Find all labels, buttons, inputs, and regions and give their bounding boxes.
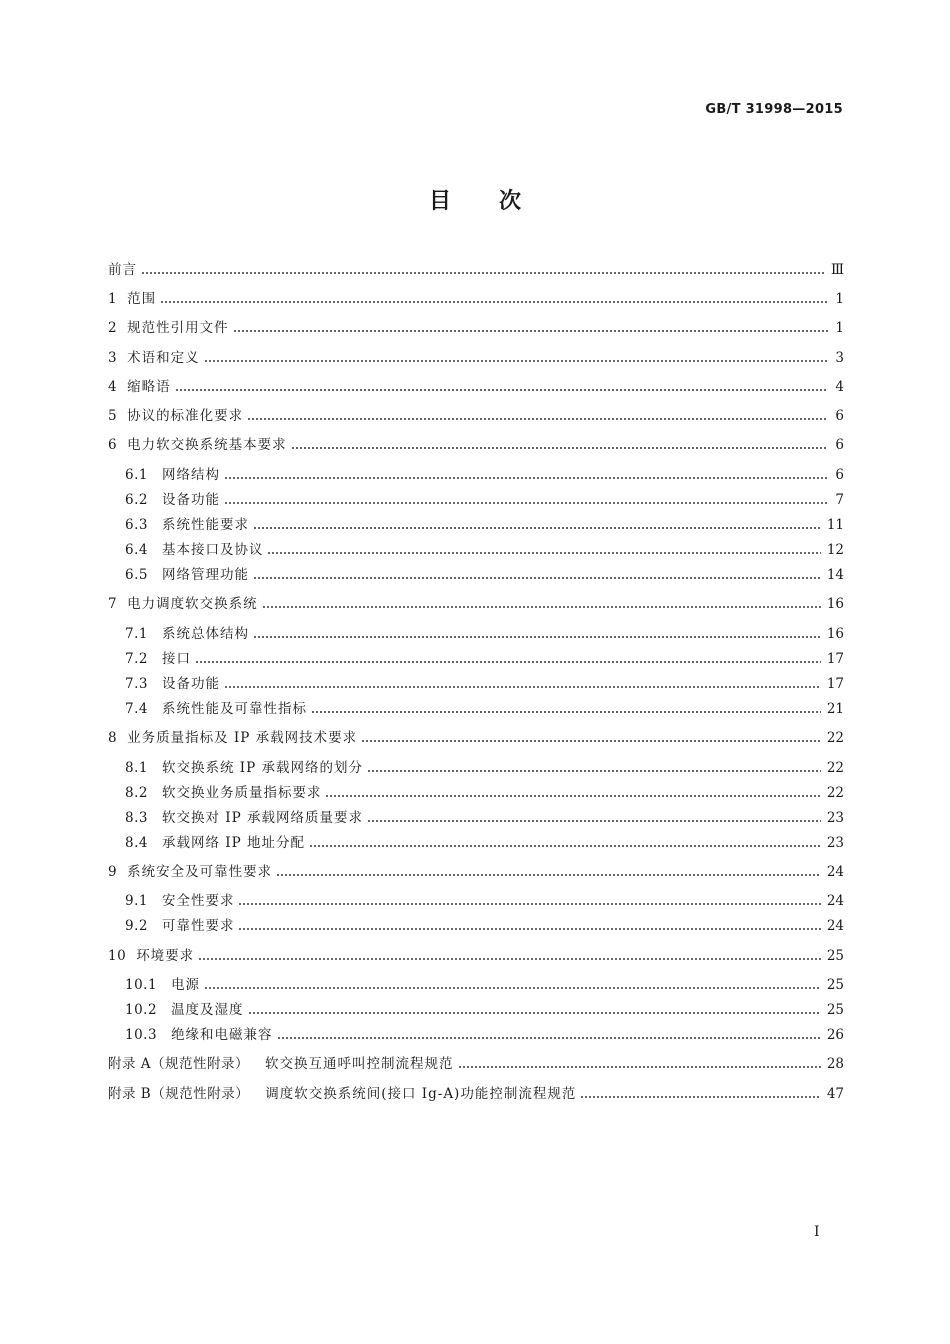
toc-entry-number: 10 bbox=[108, 948, 127, 964]
toc-entry-page: 25 bbox=[826, 948, 844, 964]
standard-code: GB/T 31998—2015 bbox=[705, 102, 843, 117]
toc-entry-label bbox=[108, 376, 171, 398]
toc-entry-number: 9.2 bbox=[125, 918, 148, 934]
dot-leader bbox=[204, 347, 828, 369]
toc-entry-number: 7.4 bbox=[125, 701, 148, 717]
toc-entry-page: 24 bbox=[826, 864, 844, 880]
toc-entry[interactable] bbox=[108, 727, 844, 749]
toc-entry-page: 23 bbox=[826, 835, 844, 851]
toc-entry-number: 8 bbox=[108, 730, 118, 746]
toc-entry-title: 规范性引用文件 bbox=[127, 320, 229, 336]
toc-entry[interactable] bbox=[108, 464, 844, 486]
dot-leader bbox=[361, 727, 821, 749]
toc-entry-label bbox=[125, 564, 249, 586]
toc-entry-label bbox=[108, 593, 258, 615]
dot-leader bbox=[267, 539, 820, 561]
toc-entry[interactable] bbox=[108, 434, 844, 456]
toc-entry-title: 电源 bbox=[171, 977, 201, 993]
toc-entry-number: 8.1 bbox=[125, 760, 148, 776]
dot-leader bbox=[247, 405, 828, 427]
toc-entry[interactable] bbox=[108, 539, 844, 561]
dot-leader bbox=[175, 376, 828, 398]
toc-entry-number: 8.2 bbox=[125, 785, 148, 801]
toc-entry[interactable] bbox=[108, 915, 844, 937]
toc-entry[interactable] bbox=[108, 698, 844, 720]
toc-entry[interactable] bbox=[108, 945, 844, 967]
toc-entry-title: 软交换对 IP 承载网络质量要求 bbox=[161, 810, 363, 826]
toc-entry[interactable] bbox=[108, 623, 844, 645]
toc-entry-title: 系统总体结构 bbox=[161, 626, 249, 642]
dot-leader bbox=[238, 915, 820, 937]
toc-entry-title: 软交换互通呼叫控制流程规范 bbox=[265, 1056, 454, 1072]
dot-leader bbox=[262, 593, 821, 615]
toc-entry-number: 附录 A（规范性附录） bbox=[108, 1056, 250, 1072]
toc-entry-label bbox=[125, 890, 234, 912]
toc-entry-label bbox=[125, 974, 200, 996]
toc-entry-number: 5 bbox=[108, 408, 118, 424]
toc-entry-page: 26 bbox=[826, 1027, 844, 1043]
toc-entry-label bbox=[125, 999, 244, 1021]
toc-entry-label bbox=[125, 1024, 273, 1046]
toc-entry[interactable] bbox=[108, 832, 844, 854]
toc-entry-page: 22 bbox=[826, 730, 844, 746]
toc-entry-page: 4 bbox=[835, 379, 844, 395]
toc-entry[interactable] bbox=[108, 648, 844, 670]
toc-entry-label bbox=[125, 915, 234, 937]
toc-entry-title: 系统性能要求 bbox=[161, 517, 249, 533]
toc-entry-title: 调度软交换系统间(接口 Ig-A)功能控制流程规范 bbox=[265, 1086, 577, 1102]
toc-entry-number: 6 bbox=[108, 437, 118, 453]
dot-leader bbox=[141, 259, 825, 281]
toc-entry[interactable] bbox=[108, 999, 844, 1021]
toc-entry-label bbox=[108, 1083, 576, 1105]
toc-entry-page: 22 bbox=[826, 760, 844, 776]
toc-entry-label bbox=[125, 807, 363, 829]
toc-entry-label bbox=[108, 861, 272, 883]
toc-entry-number: 6.4 bbox=[125, 542, 148, 558]
toc-entry-label bbox=[125, 623, 249, 645]
toc-entry-label bbox=[125, 648, 191, 670]
toc-entry-title: 网络管理功能 bbox=[161, 567, 249, 583]
toc-entry-page: 11 bbox=[826, 517, 844, 533]
toc-entry-label bbox=[125, 782, 321, 804]
dot-leader bbox=[224, 464, 828, 486]
toc-entry-page: Ⅲ bbox=[830, 262, 844, 278]
dot-leader bbox=[367, 757, 821, 779]
toc-entry-page: 6 bbox=[835, 467, 844, 483]
toc-entry[interactable] bbox=[108, 593, 844, 615]
toc-entry-title: 可靠性要求 bbox=[161, 918, 235, 934]
dot-leader bbox=[253, 623, 821, 645]
toc-entry-number: 10.3 bbox=[125, 1027, 158, 1043]
toc-entry-number: 附录 B（规范性附录） bbox=[108, 1086, 250, 1102]
dot-leader bbox=[224, 673, 821, 695]
dot-leader bbox=[253, 514, 821, 536]
toc-entry-title: 网络结构 bbox=[161, 467, 220, 483]
toc-entry-number: 10.2 bbox=[125, 1002, 158, 1018]
toc-entry-page: 25 bbox=[826, 1002, 844, 1018]
toc-entry[interactable] bbox=[108, 974, 844, 996]
toc-entry-label bbox=[108, 727, 357, 749]
toc-entry[interactable] bbox=[108, 288, 844, 310]
toc-entry-title: 范围 bbox=[127, 291, 157, 307]
dot-leader bbox=[248, 999, 821, 1021]
toc-entry-number: 6.3 bbox=[125, 517, 148, 533]
dot-leader bbox=[309, 832, 821, 854]
toc-entry[interactable] bbox=[108, 489, 844, 511]
toc-entry-page: 3 bbox=[835, 350, 844, 366]
toc-entry-page: 1 bbox=[835, 291, 844, 307]
toc-entry-title: 电力调度软交换系统 bbox=[127, 596, 258, 612]
toc-entry-label bbox=[125, 464, 220, 486]
dot-leader bbox=[198, 945, 821, 967]
toc-entry[interactable] bbox=[108, 514, 844, 536]
dot-leader bbox=[195, 648, 821, 670]
toc-entry-label bbox=[125, 489, 220, 511]
toc-entry-label bbox=[108, 259, 137, 281]
toc-entry-label bbox=[125, 539, 263, 561]
toc-entry-label bbox=[125, 832, 305, 854]
page-title: 目次 bbox=[428, 189, 569, 214]
toc-entry-number: 4 bbox=[108, 379, 118, 395]
toc-entry[interactable] bbox=[108, 317, 844, 339]
dot-leader bbox=[233, 317, 828, 339]
toc-entry-number: 7.2 bbox=[125, 651, 148, 667]
toc-entry-label bbox=[108, 317, 229, 339]
toc-entry-label bbox=[108, 434, 287, 456]
toc-entry-title: 安全性要求 bbox=[161, 893, 235, 909]
page-number: I bbox=[814, 1224, 820, 1240]
toc-entry-page: 1 bbox=[835, 320, 844, 336]
toc-entry-label bbox=[125, 514, 249, 536]
toc-entry-page: 12 bbox=[826, 542, 844, 558]
toc-entry-page: 21 bbox=[826, 701, 844, 717]
toc-entry-label bbox=[108, 347, 200, 369]
toc-entry-page: 6 bbox=[835, 437, 844, 453]
toc-entry-number: 3 bbox=[108, 350, 118, 366]
toc-entry[interactable] bbox=[108, 259, 844, 281]
toc-entry[interactable] bbox=[108, 757, 844, 779]
toc-entry-page: 17 bbox=[826, 676, 844, 692]
toc-entry-title: 环境要求 bbox=[136, 948, 195, 964]
dot-leader bbox=[458, 1053, 821, 1075]
toc-entry-label bbox=[108, 288, 156, 310]
toc-entry-title: 软交换业务质量指标要求 bbox=[161, 785, 322, 801]
toc-entry-page: 25 bbox=[826, 977, 844, 993]
toc-entry[interactable] bbox=[108, 347, 844, 369]
toc-entry-title: 缩略语 bbox=[127, 379, 171, 395]
toc-entry[interactable] bbox=[108, 673, 844, 695]
toc-entry-number: 6.1 bbox=[125, 467, 148, 483]
toc-entry-page: 6 bbox=[835, 408, 844, 424]
toc-entry-title: 协议的标准化要求 bbox=[127, 408, 244, 424]
dot-leader bbox=[276, 861, 821, 883]
toc-entry-label bbox=[125, 757, 363, 779]
toc-entry-page: 16 bbox=[826, 626, 844, 642]
dot-leader bbox=[277, 1024, 821, 1046]
toc-entry-title: 电力软交换系统基本要求 bbox=[127, 437, 287, 453]
toc-entry-label bbox=[108, 405, 243, 427]
toc-entry-title: 基本接口及协议 bbox=[161, 542, 264, 558]
toc-entry-page: 47 bbox=[826, 1086, 844, 1102]
toc-entry-number: 6.2 bbox=[125, 492, 148, 508]
toc-entry-page: 16 bbox=[826, 596, 844, 612]
toc-entry-title: 绝缘和电磁兼容 bbox=[171, 1027, 273, 1043]
toc-entry-title: 系统安全及可靠性要求 bbox=[127, 864, 273, 880]
dot-leader bbox=[204, 974, 821, 996]
toc-entry-page: 23 bbox=[826, 810, 844, 826]
toc-entry-title: 温度及湿度 bbox=[171, 1002, 244, 1018]
toc-entry-page: 7 bbox=[835, 492, 844, 508]
toc-entry-page: 24 bbox=[826, 918, 844, 934]
toc-entry[interactable] bbox=[108, 564, 844, 586]
dot-leader bbox=[291, 434, 828, 456]
dot-leader bbox=[325, 782, 820, 804]
dot-leader bbox=[311, 698, 821, 720]
toc-entry-number: 7 bbox=[108, 596, 118, 612]
toc-entry-title: 系统性能及可靠性指标 bbox=[161, 701, 307, 717]
toc-entry-number: 7.1 bbox=[125, 626, 148, 642]
dot-leader bbox=[367, 807, 821, 829]
toc-entry-number: 6.5 bbox=[125, 567, 148, 583]
toc-entry[interactable] bbox=[108, 1053, 844, 1075]
toc-entry[interactable] bbox=[108, 890, 844, 912]
toc-entry-title: 设备功能 bbox=[161, 676, 220, 692]
dot-leader bbox=[253, 564, 821, 586]
dot-leader bbox=[238, 890, 820, 912]
toc-entry-title: 前言 bbox=[108, 262, 137, 278]
toc-entry[interactable] bbox=[108, 1024, 844, 1046]
toc-entry-title: 术语和定义 bbox=[127, 350, 200, 366]
toc-entry[interactable] bbox=[108, 405, 844, 427]
toc-entry-label bbox=[108, 1053, 454, 1075]
toc-entry-title: 业务质量指标及 IP 承载网技术要求 bbox=[127, 730, 358, 746]
toc-entry-page: 28 bbox=[826, 1056, 844, 1072]
toc-entry[interactable] bbox=[108, 376, 844, 398]
toc-entry-number: 10.1 bbox=[125, 977, 158, 993]
toc-entry-number: 7.3 bbox=[125, 676, 148, 692]
toc-entry[interactable] bbox=[108, 861, 844, 883]
toc-entry-label bbox=[125, 673, 220, 695]
toc-entry-number: 8.4 bbox=[125, 835, 148, 851]
toc-entry[interactable] bbox=[108, 807, 844, 829]
dot-leader bbox=[224, 489, 828, 511]
toc-entry-title: 承载网络 IP 地址分配 bbox=[161, 835, 305, 851]
toc-entry-page: 14 bbox=[826, 567, 844, 583]
toc-entry-page: 24 bbox=[826, 893, 844, 909]
dot-leader bbox=[160, 288, 828, 310]
toc-entry-title: 接口 bbox=[161, 651, 191, 667]
dot-leader bbox=[580, 1083, 820, 1105]
toc-entry-page: 22 bbox=[826, 785, 844, 801]
toc-entry-label bbox=[125, 698, 307, 720]
toc-entry[interactable] bbox=[108, 1083, 844, 1105]
toc-entry-number: 1 bbox=[108, 291, 118, 307]
toc-entry-page: 17 bbox=[826, 651, 844, 667]
toc-entry-number: 8.3 bbox=[125, 810, 148, 826]
toc-entry-title: 设备功能 bbox=[161, 492, 220, 508]
toc-entry-title: 软交换系统 IP 承载网络的划分 bbox=[161, 760, 363, 776]
toc-entry-number: 2 bbox=[108, 320, 118, 336]
toc-entry[interactable] bbox=[108, 782, 844, 804]
toc-entry-label bbox=[108, 945, 194, 967]
toc-entry-number: 9.1 bbox=[125, 893, 148, 909]
toc-entry-number: 9 bbox=[108, 864, 118, 880]
